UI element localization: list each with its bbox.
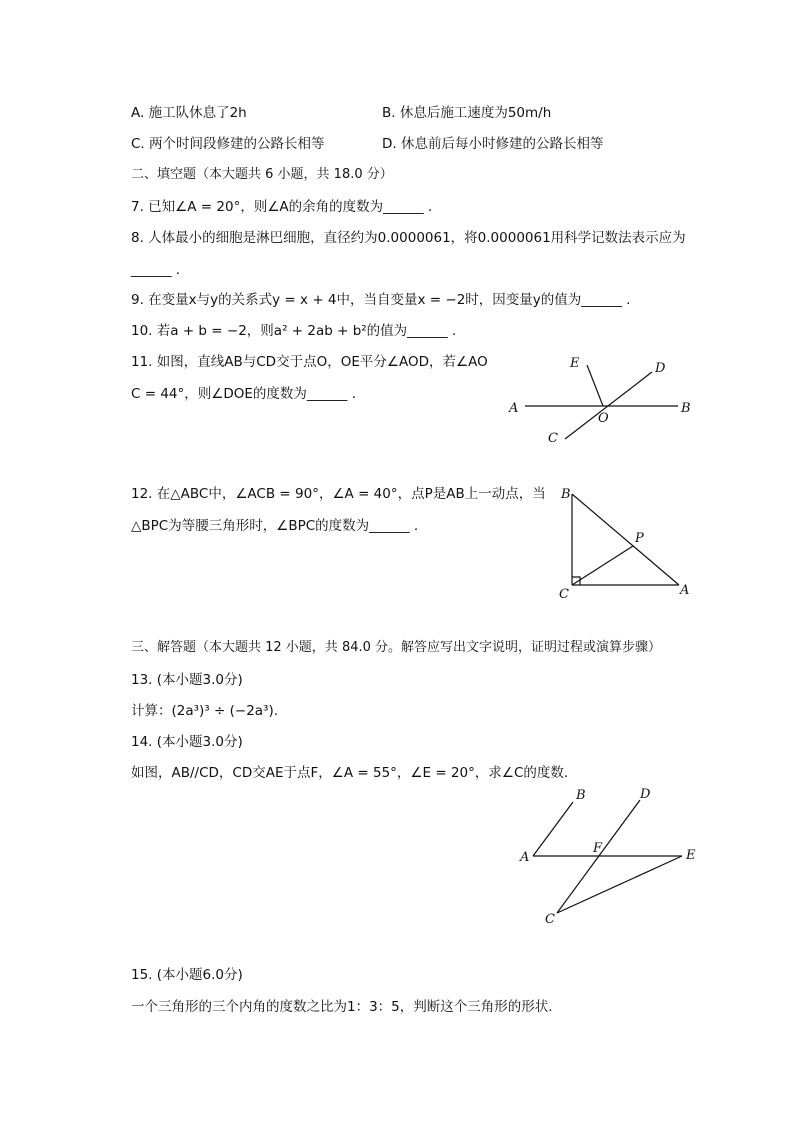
label-p: P	[635, 531, 644, 546]
label-d: D	[640, 787, 651, 802]
question-14-heading: 14. (本小题3.0分)	[131, 734, 243, 750]
side-ba	[572, 494, 679, 585]
option-b: B. 休息后施工速度为50m/h	[382, 105, 552, 121]
label-f: F	[593, 841, 603, 856]
line-cd	[565, 372, 652, 439]
label-c: C	[559, 587, 569, 602]
segment-cd	[557, 800, 640, 913]
label-c: C	[548, 431, 558, 446]
label-b: B	[576, 788, 586, 803]
label-d: D	[655, 361, 666, 376]
question-9: 9. 在变量x与y的关系式y = x + 4中，当自变量x = −2时，因变量y的值为______ .	[131, 292, 631, 308]
label-b: B	[681, 401, 691, 416]
question-15-body: 一个三角形的三个内角的度数之比为1：3：5，判断这个三角形的形状.	[131, 999, 553, 1015]
label-a: A	[520, 850, 530, 865]
section-2-title: 二、填空题（本大题共 6 小题，共 18.0 分）	[131, 167, 393, 182]
question-8-line-2: ______ .	[131, 262, 181, 278]
label-e: E	[686, 848, 696, 863]
question-12-line-1: 12. 在△ABC中，∠ACB = 90°，∠A = 40°，点P是AB上一动点，当	[131, 486, 546, 502]
section-3-title: 三、解答题（本大题共 12 小题，共 84.0 分。解答应写出文字说明，证明过程或演算步骤）	[131, 640, 662, 655]
option-a: A. 施工队休息了2h	[131, 105, 247, 121]
question-13-body: 计算：(2a³)³ ÷ (−2a³).	[131, 703, 279, 719]
segment-ab	[533, 802, 573, 856]
label-b: B	[561, 487, 571, 502]
question-10: 10. 若a + b = −2，则a² + 2ab + b²的值为______ .	[131, 323, 457, 339]
option-c: C. 两个时间段修建的公路长相等	[131, 136, 325, 152]
label-o: O	[598, 411, 609, 426]
segment-cp	[572, 546, 633, 585]
right-angle-mark	[572, 577, 580, 585]
label-e: E	[570, 356, 580, 371]
question-7: 7. 已知∠A = 20°，则∠A的余角的度数为______ .	[131, 199, 433, 215]
question-15-heading: 15. (本小题6.0分)	[131, 967, 243, 983]
label-a: A	[680, 583, 690, 598]
question-13-heading: 13. (本小题3.0分)	[131, 672, 243, 688]
question-14-body: 如图，AB//CD，CD交AE于点F，∠A = 55°，∠E = 20°，求∠C的度数.	[131, 765, 569, 781]
question-8-line-1: 8. 人体最小的细胞是淋巴细胞，直径约为0.0000061，将0.0000061用科学记数法表示应为	[131, 230, 686, 246]
question-12-line-2: △BPC为等腰三角形时，∠BPC的度数为______ .	[131, 518, 419, 534]
segment-ce	[557, 856, 682, 913]
question-11-line-2: C = 44°，则∠DOE的度数为______ .	[131, 386, 356, 402]
option-d: D. 休息前后每小时修建的公路长相等	[382, 136, 604, 152]
ray-oe	[587, 365, 603, 406]
label-a: A	[509, 401, 519, 416]
question-11-line-1: 11. 如图，直线AB与CD交于点O，OE平分∠AOD，若∠AO	[131, 354, 488, 370]
label-c: C	[545, 912, 555, 927]
